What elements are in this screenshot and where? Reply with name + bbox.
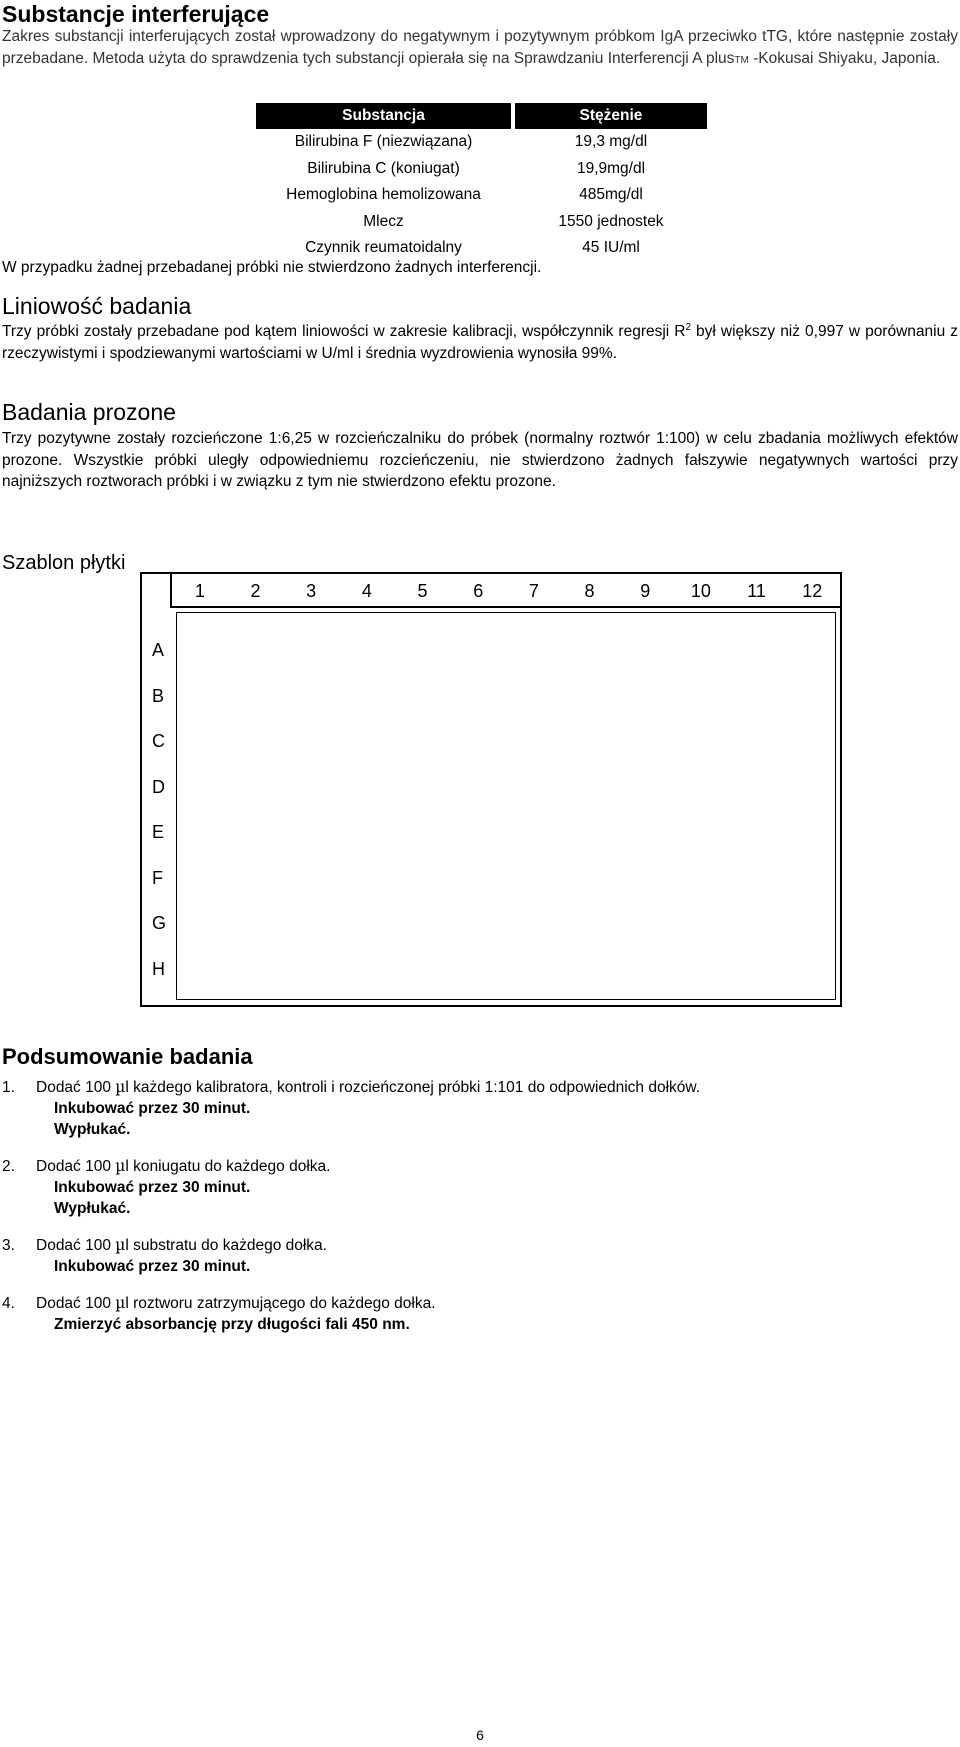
plate-right-border — [840, 572, 842, 1007]
step-text: Dodać 100 — [36, 1237, 116, 1254]
plate-column-numbers — [172, 576, 840, 606]
plate-header-line — [170, 606, 842, 608]
step-number: 1. — [2, 1079, 15, 1096]
step-substep: Zmierzyć absorbancję przy długości fali 450 nm. — [54, 1316, 410, 1333]
table-header-row — [256, 103, 707, 129]
concentration-cell: 19,9mg/dl — [576, 159, 646, 177]
interference-intro-text-end: -Kokusai Shiyaku, Japonia. — [748, 49, 941, 67]
plate-column-label: 6 — [473, 581, 484, 601]
step-text: Dodać 100 — [36, 1295, 116, 1312]
plate-column-label: 8 — [584, 581, 595, 601]
table-row — [256, 209, 707, 236]
linearity-heading: Liniowość badania — [2, 293, 192, 319]
plate-row-label-c: C — [152, 731, 165, 751]
table-row — [256, 182, 707, 209]
linearity-text — [2, 321, 958, 364]
column-header-concentration: Stężenie — [515, 103, 707, 129]
micro-symbol: µ — [115, 1078, 126, 1096]
column-header-substance: Substancja — [256, 103, 511, 129]
interference-conclusion: W przypadku żadnej przebadanej próbki nie stwierdzono żadnych interferencji. — [2, 259, 542, 276]
plate-column-label: 9 — [640, 581, 651, 601]
summary-step-1 — [2, 1077, 952, 1140]
substance-cell: Bilirubina F (niezwiązana) — [294, 133, 473, 151]
plate-row-label-f: F — [152, 868, 163, 888]
step-text: Dodać 100 — [36, 1079, 116, 1096]
step-text: l substratu do każdego dołka. — [125, 1237, 327, 1254]
step-number: 4. — [2, 1295, 15, 1312]
interference-intro-text: Zakres substancji interferujących został wprowadzony do negatywnym i pozytywnym próbkom IgA przeciwko tTG, które następnie zostały przebadane. Metoda użyta do sprawdzenia tych substancji opierała się na Sprawdzaniu Interferencji A plus — [2, 28, 958, 67]
micro-symbol: µ — [115, 1294, 126, 1312]
prozone-heading: Badania prozone — [2, 399, 176, 425]
plate-column-label: 12 — [802, 581, 823, 601]
linearity-text-part1: Trzy próbki zostały przebadane pod kątem liniowości w zakresie kalibracji, współczynnik regresji R — [2, 323, 686, 340]
step-substep: Inkubować przez 30 minut. — [54, 1179, 251, 1196]
table-row — [256, 156, 707, 183]
plate-row-label-h: H — [152, 959, 165, 979]
plate-row-label-a: A — [152, 640, 165, 660]
plate-heading: Szablon płytki — [2, 552, 126, 574]
concentration-cell: 19,3 mg/dl — [574, 133, 648, 151]
superscript-2: 2 — [685, 321, 692, 333]
plate-inner-frame — [176, 612, 836, 1000]
plate-column-label: 2 — [250, 581, 261, 601]
plate-top-border — [170, 572, 842, 574]
interference-table — [256, 103, 707, 262]
linearity-text-part2: był większy niż 0,997 w porównaniu z rzeczywistymi i spodziewanymi wartościami w U/ml i średnia wyzdrowienia wynosiła 99%. — [2, 323, 958, 362]
step-substep: Inkubować przez 30 minut. — [54, 1258, 251, 1275]
summary-step-4 — [2, 1293, 952, 1335]
substance-cell: Hemoglobina hemolizowana — [286, 186, 481, 204]
substance-cell: Czynnik reumatoidalny — [305, 239, 462, 257]
interference-intro — [2, 26, 958, 71]
plate-column-label: 1 — [194, 581, 205, 601]
plate-column-label: 11 — [747, 581, 766, 601]
step-substep: Wypłukać. — [54, 1121, 131, 1138]
plate-row-label-e: E — [152, 822, 165, 842]
plate-column-label: 5 — [417, 581, 428, 601]
summary-step-2 — [2, 1156, 952, 1219]
step-number: 2. — [2, 1158, 15, 1175]
interference-heading: Substancje interferujące — [2, 1, 270, 27]
concentration-cell: 45 IU/ml — [582, 239, 640, 257]
concentration-cell: 1550 jednostek — [558, 212, 664, 230]
micro-symbol: µ — [115, 1236, 126, 1254]
plate-row-label-g: G — [152, 913, 167, 933]
substance-cell: Bilirubina C (koniugat) — [307, 159, 460, 177]
table-row — [256, 129, 707, 156]
page-number: 6 — [476, 1727, 484, 1743]
plate-column-label: 10 — [690, 581, 711, 601]
summary-steps — [2, 1077, 952, 1335]
plate-column-label: 3 — [306, 581, 317, 601]
step-text: Dodać 100 — [36, 1158, 116, 1175]
micro-symbol: µ — [115, 1157, 126, 1175]
plate-corner-border — [140, 572, 172, 574]
prozone-text: Trzy pozytywne zostały rozcieńczone 1:6,25 w rozcieńczalniku do próbek (normalny roztwór 1:100) w celu zbadania możliwych efektów prozone. Wszystkie próbki uległy odpowiedniemu rozcieńczeniu, nie stwierdzono żadnych fałszywie negatywnych wartości przy najniższych roztworach próbki i w związku z tym nie stwierdzono efektu prozone. — [2, 430, 958, 490]
plate-column-label: 4 — [361, 581, 372, 601]
substance-cell: Mlecz — [363, 212, 404, 230]
step-text: l koniugatu do każdego dołka. — [125, 1158, 331, 1175]
plate-bottom-border — [140, 1005, 842, 1007]
plate-row-label-d: D — [152, 777, 165, 797]
step-substep: Wypłukać. — [54, 1200, 131, 1217]
summary-heading: Podsumowanie badania — [2, 1044, 253, 1069]
step-substep: Inkubować przez 30 minut. — [54, 1100, 251, 1117]
summary-step-3 — [2, 1235, 952, 1277]
plate-row-label-b: B — [152, 686, 165, 706]
concentration-cell: 485mg/dl — [579, 186, 643, 204]
trademark-mark: TM — [734, 54, 749, 66]
step-text: l każdego kalibratora, kontroli i rozcieńczonej próbki 1:101 do odpowiednich dołków. — [125, 1079, 701, 1096]
step-number: 3. — [2, 1237, 15, 1254]
plate-left-border — [140, 572, 142, 1007]
step-text: l roztworu zatrzymującego do każdego dołka. — [125, 1295, 436, 1312]
plate-column-label: 7 — [528, 581, 539, 601]
